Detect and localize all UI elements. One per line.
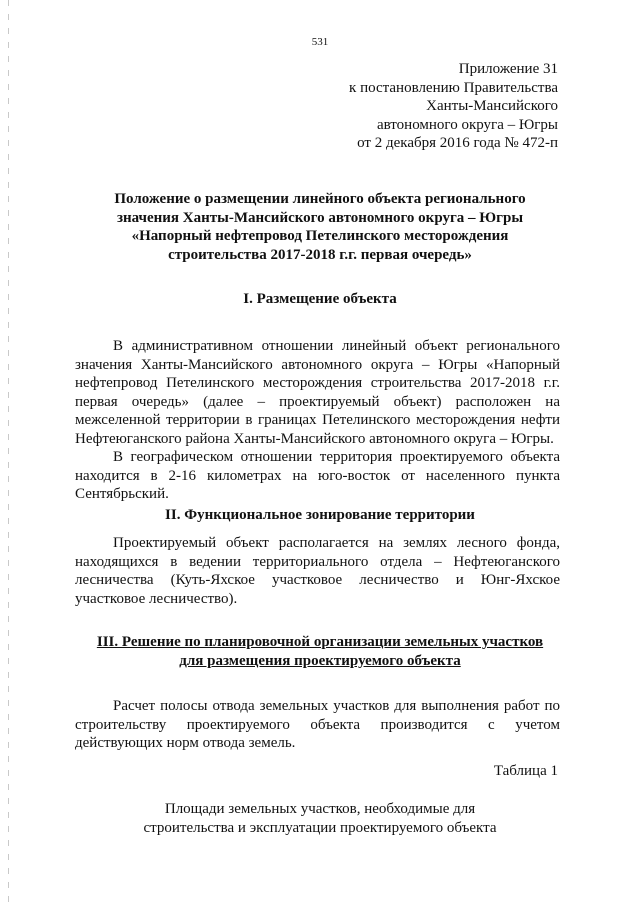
section-heading-placement: I. Размещение объекта — [243, 291, 397, 307]
section-heading-planning — [0, 633, 640, 670]
title-line: Положение о размещении линейного объекта регионального — [114, 191, 526, 207]
appendix-line: к постановлению Правительства — [349, 79, 558, 96]
appendix-line: Ханты-Мансийского — [426, 98, 558, 114]
title-line: значения Ханты-Мансийского автономного округа – Югры — [116, 209, 524, 226]
appendix-line: от 2 декабря 2016 года № 472-п — [357, 135, 558, 151]
heading-line: для размещения проектируемого объекта — [179, 652, 461, 669]
heading-line: III. Решение по планировочной организации земельных участков — [96, 634, 544, 650]
paragraph-geographic: В географическом отношении территория проектируемого объекта находится в 2-16 километрах на юго-восток от населенного пункта Сентябрьский. — [75, 449, 560, 502]
scan-edge-marks — [8, 0, 9, 905]
document-title — [0, 190, 640, 264]
paragraph-planning: Расчет полосы отвода земельных участков для выполнения работ по строительству проектируемого объекта производится с учетом действующих норм отвода земель. — [75, 698, 560, 751]
page-number: 531 — [311, 36, 329, 48]
paragraph-zoning: Проектируемый объект располагается на землях лесного фонда, находящихся в ведении территориального отдела – Нефтеюганского лесничества (Куть-Яхское участковое лесничество и Юнг-Яхское участковое лесничество). — [75, 535, 560, 607]
appendix-line: Приложение 31 — [458, 61, 558, 77]
caption-line: Площади земельных участков, необходимые для — [164, 801, 476, 817]
section-heading-zoning: II. Функциональное зонирование территории — [165, 507, 475, 523]
table-caption — [0, 800, 640, 837]
paragraph-administrative: В административном отношении линейный объект регионального значения Ханты-Мансийского автономного округа – Югры «Напорный нефтепровод Петелинского месторождения строительства 2017-2018 г.г. первая очередь» (далее – проектируемый объект) расположен на межселенной территории в границах Петелинского месторождения нефти Нефтеюганского района Ханты-Мансийского автономного округа – Югры. — [75, 338, 560, 447]
appendix-line: автономного округа – Югры — [376, 116, 558, 133]
table-label: Таблица 1 — [493, 763, 558, 779]
caption-line: строительства и эксплуатации проектируемого объекта — [143, 819, 497, 836]
title-line: строительства 2017-2018 г.г. первая очередь» — [168, 246, 472, 263]
appendix-block — [349, 60, 558, 153]
title-line: «Напорный нефтепровод Петелинского месторождения — [131, 228, 509, 244]
